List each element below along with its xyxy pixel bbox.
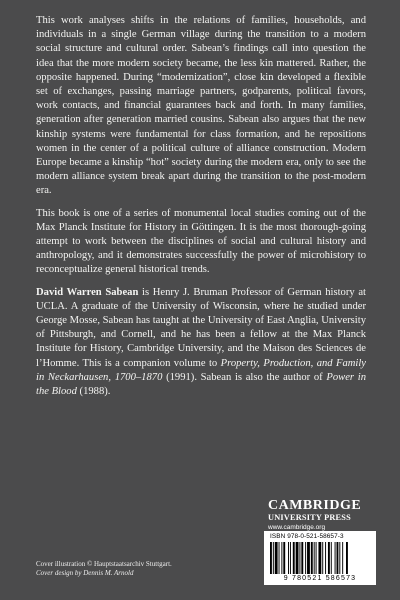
publisher-subtitle: UNIVERSITY PRESS bbox=[268, 513, 351, 522]
barcode-bar bbox=[301, 542, 303, 574]
barcode-bar bbox=[311, 542, 313, 574]
barcode-bar bbox=[296, 542, 299, 574]
author-name: David Warren Sabean bbox=[36, 286, 139, 298]
publisher-url: www.cambridge.org bbox=[268, 524, 326, 531]
barcode-bar bbox=[283, 542, 285, 574]
barcode-bar bbox=[314, 542, 315, 574]
barcode-bar bbox=[288, 542, 289, 574]
barcode-panel bbox=[264, 531, 376, 585]
barcode-bar bbox=[299, 542, 300, 574]
publisher-logo bbox=[268, 499, 378, 532]
barcode-bar bbox=[316, 542, 317, 574]
barcode-digits: 9 780521 586573 bbox=[283, 575, 357, 582]
companion-book-title: Property, Production, and Family in Neckarhausen, 1700–1870 bbox=[36, 357, 367, 383]
barcode-bar bbox=[346, 542, 348, 574]
barcode-bar bbox=[293, 542, 295, 574]
design-credit: Cover design by Dennis M. Arnold bbox=[36, 569, 134, 577]
barcode-bar bbox=[273, 542, 274, 574]
other-book-title: Power in the Blood bbox=[36, 371, 366, 398]
barcode-bar bbox=[322, 542, 323, 574]
barcode-bar bbox=[307, 542, 310, 574]
author-bio-part-2: (1991). Sabean is also the author of bbox=[162, 371, 327, 383]
barcode-bar bbox=[335, 542, 336, 574]
barcode-bar bbox=[290, 542, 291, 574]
publisher-name: CAMBRIDGE bbox=[268, 498, 362, 513]
barcode-bar bbox=[270, 542, 272, 574]
barcode-bar bbox=[337, 542, 339, 574]
barcode-icon bbox=[270, 542, 370, 574]
barcode-bar bbox=[342, 542, 343, 574]
author-bio-part-1: is Henry J. Bruman Professor of German history at UCLA. A graduate of the University of Wisconsin, where he studied under George Mosse, Sabean has taught at the University of East Anglia, University of Pittsburgh, and Cornell, and he has been a fellow at the Max Planck Institute for History, Cambridge University, and the Maison des Sciences de l’Homme. This is a companion volume to bbox=[36, 286, 366, 369]
barcode-bar bbox=[325, 542, 326, 574]
barcode-bar bbox=[328, 542, 330, 574]
cover-credits bbox=[36, 560, 236, 578]
summary-paragraph-1: This work analyses shifts in the relations of families, households, and individuals in a single German village during the transition to a modern social structure and cultural order. Sabean’s findings call into question the idea that the more modern society became, the less kin mattered. Rather, the opposite happened. During “modernization”, close kin developed a flexible set of exchanges, passing marriage partners, godparents, political favors, work contacts, and financial guarantees back and forth. In many families, generation after generation married cousins. Sabean also argues that the new kinship systems were fundamental for class formation, and he repositions women in the center of a political culture of alliance construction. Modern Europe became a kinship “hot” society during the modern era, only to see the modern alliance system break apart during the transition to the post-modern era. bbox=[36, 15, 366, 197]
barcode-bar bbox=[305, 542, 306, 574]
illustration-credit: Cover illustration © Hauptstaatsarchiv Stuttgart. bbox=[36, 560, 172, 568]
barcode-bar bbox=[331, 542, 332, 574]
barcode-bar bbox=[339, 542, 340, 574]
author-bio-part-3: (1988). bbox=[76, 386, 111, 398]
cover-text bbox=[36, 14, 366, 403]
author-bio bbox=[36, 286, 366, 400]
barcode-bar bbox=[318, 542, 321, 574]
barcode-bar bbox=[281, 542, 282, 574]
summary-paragraph-2: This book is one of a series of monumental local studies coming out of the Max Planck Institute for History in Göttingen. It is the most thorough-going attempt to work between the disciplines of social and cultural history and anthropology, and it demonstrates successfully the power of microhistory to reconceptualize general historical trends. bbox=[36, 207, 366, 276]
barcode-bar bbox=[275, 542, 278, 574]
isbn-label: ISBN 978-0-521-58657-3 bbox=[270, 533, 344, 540]
barcode-bar bbox=[279, 542, 280, 574]
